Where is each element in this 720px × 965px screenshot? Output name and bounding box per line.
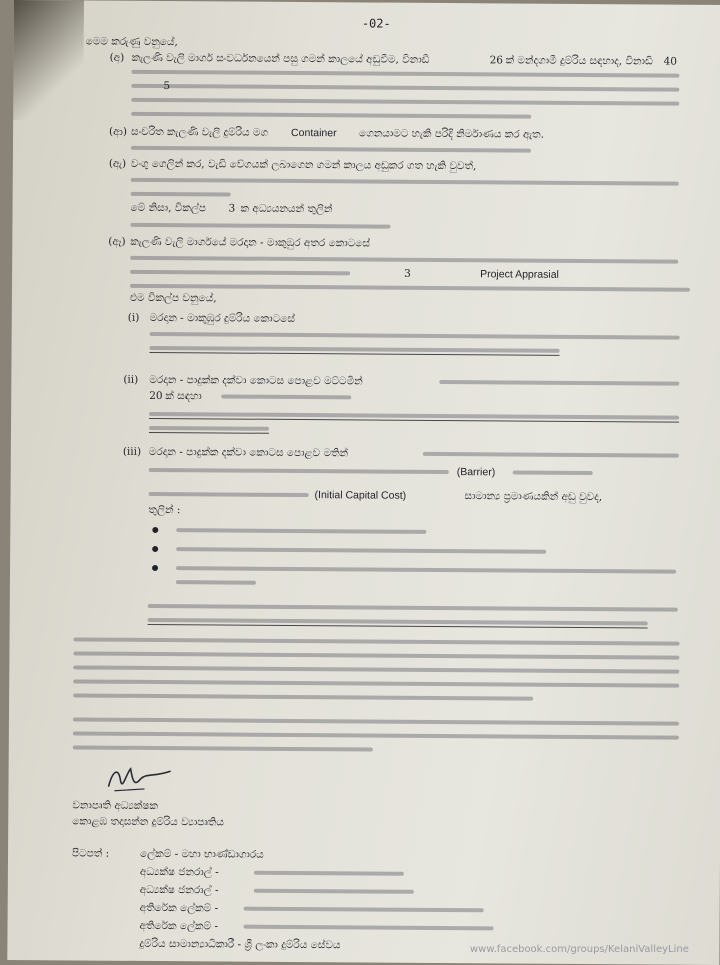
bullet-point: [152, 565, 158, 571]
text-line: [73, 679, 679, 687]
section-a-number-1: 26: [489, 54, 504, 67]
text-line: [130, 223, 390, 229]
option-2-marker: (ii): [123, 373, 139, 386]
opening-line: මෙම කරුණු වනුයේ,: [85, 35, 178, 49]
section-b-tail: ගෙනයාමට හැකි පරිදි නිර්මාණය කර ඇත.: [359, 127, 544, 141]
option-3-lead: මරදාන - පාදුක්ක දක්වා කොටස පොළව මතින්: [148, 445, 349, 460]
section-b-lead: සංචරිත කැලණි වැලි දුම්රිය මග: [131, 125, 269, 139]
option-3-marker: (iii): [122, 445, 142, 458]
bullet-point: [152, 546, 158, 552]
capital-cost-term: (Initial Capital Cost): [314, 489, 407, 502]
option-2-number: 20: [149, 389, 163, 403]
section-a-lead: කැලණි වැලි මාර්ග සංවර්ධනයෙන් පසු ගමන් කාලයේ අඩුවීම, විනාඩි: [131, 51, 430, 66]
option-1-lead: මරදාන - මාකුඹුර දුම්රිය කොටසේ: [149, 311, 295, 325]
section-a-number-3: 5: [163, 80, 171, 93]
option-3-barrier-term: (Barrier): [456, 466, 496, 479]
underline: [149, 432, 269, 434]
section-a-marker: (අ): [109, 51, 125, 64]
text-line: [130, 256, 678, 264]
copy-recipient: අධ්‍යක්ෂ ජනරාල් -: [139, 865, 219, 879]
section-d-lead: කැලණි වැලි මාර්ගයේ මරදාන - මාකුඹුර අතර කොටසේ: [130, 235, 371, 250]
handwritten-signature: [104, 761, 174, 795]
section-d-alt-number: 3: [404, 267, 411, 280]
copy-recipient: අධ්‍යක්ෂ ජනරාල් -: [139, 883, 219, 897]
text-line: [176, 528, 426, 534]
copy-recipient: අතිරේක ලේකම් -: [139, 919, 219, 933]
section-c-para: මේ නිසා, විකල්ප: [130, 201, 207, 215]
option-2-lead: මරදාන - පාදුක්ක දක්වා කොටස පොළව මට්ටමින්: [149, 373, 363, 388]
text-line: [254, 871, 404, 876]
section-b-marker: (ආ): [109, 125, 127, 138]
text-line: [131, 178, 679, 186]
text-line: [73, 651, 679, 659]
cost-items-intro: තුලින් :: [148, 503, 181, 517]
text-line: [439, 380, 679, 386]
signature-label: වනාපෘති අධ්‍යක්ෂක: [72, 799, 159, 813]
section-d-close: එම විකල්ප වනුයේ,: [129, 291, 217, 305]
text-line: [73, 717, 679, 725]
text-line: [131, 70, 679, 78]
text-line: [148, 604, 678, 612]
text-line: [131, 84, 679, 92]
text-line: [176, 580, 256, 585]
capital-cost-intro: සාමාන්‍ය ප්‍රමාණයකින් අඩු වුවද,: [464, 490, 603, 504]
text-line: [130, 270, 350, 276]
underline: [150, 352, 560, 356]
text-line: [254, 889, 414, 894]
text-line: [423, 452, 679, 458]
text-line: [244, 907, 484, 913]
text-line: [131, 146, 531, 153]
document-page: [7, 0, 720, 965]
text-line: [131, 192, 231, 197]
text-line: [244, 925, 494, 931]
text-line: [176, 547, 546, 554]
text-line: [131, 112, 531, 119]
text-line: [176, 566, 676, 573]
text-line: [73, 665, 679, 673]
source-watermark-url: www.facebook.com/groups/KelaniValleyLine: [470, 944, 689, 955]
text-line: [73, 745, 373, 751]
text-line: [73, 731, 679, 739]
text-line: [149, 426, 269, 431]
copy-recipient: අතිරේක ලේකම් -: [139, 901, 219, 915]
section-c-marker: (ඇ): [108, 157, 127, 170]
signature-office: කොළඹ තදාසන්න දුම්රිය ව්‍යාපෘතිය: [72, 815, 225, 829]
copies-label: පිටපත් :: [72, 847, 110, 860]
section-b-container-term: Container: [291, 126, 337, 140]
text-line: [513, 470, 593, 475]
section-c-number: 3: [228, 202, 236, 215]
section-a-number-1-unit: ක් මන්දගාමී දුම්රිය සඳහාද, විනාඩි: [505, 54, 653, 68]
section-a-number-2: 40: [663, 55, 678, 68]
section-d-marker: (ඈ): [108, 235, 126, 248]
page-number: -02-: [361, 16, 391, 31]
text-line: [150, 332, 680, 340]
section-c-lead: වංගු ගෙලින් කර, වැඩි වේගයක් ලබාගෙන ගමන් කාලය අඩුකර ගත හැකි වුවත්,: [130, 157, 477, 173]
section-c-para-tail: ක අධ්‍යයනයන් තුලින්: [240, 202, 333, 216]
text-line: [131, 98, 679, 106]
text-line: [74, 637, 680, 645]
bullet-point: [152, 527, 158, 533]
text-line: [149, 492, 309, 497]
section-d-project-term: Project Apprasial: [480, 268, 559, 281]
option-1-marker: (i): [127, 311, 140, 324]
text-line: [149, 468, 449, 474]
text-line: [73, 693, 533, 700]
page-corner-shadow: [13, 0, 84, 120]
option-2-number-unit: ක් සඳහා: [165, 390, 202, 403]
copy-recipient: ලේකම් - මහා භාණ්ඩාගාරය: [139, 847, 264, 861]
text-line: [221, 394, 351, 399]
copy-recipient: දුම්රිය සාමාන්‍යාධිකාරී - ශ්‍රී ලංකා දුම්රිය සේවය: [139, 937, 341, 952]
